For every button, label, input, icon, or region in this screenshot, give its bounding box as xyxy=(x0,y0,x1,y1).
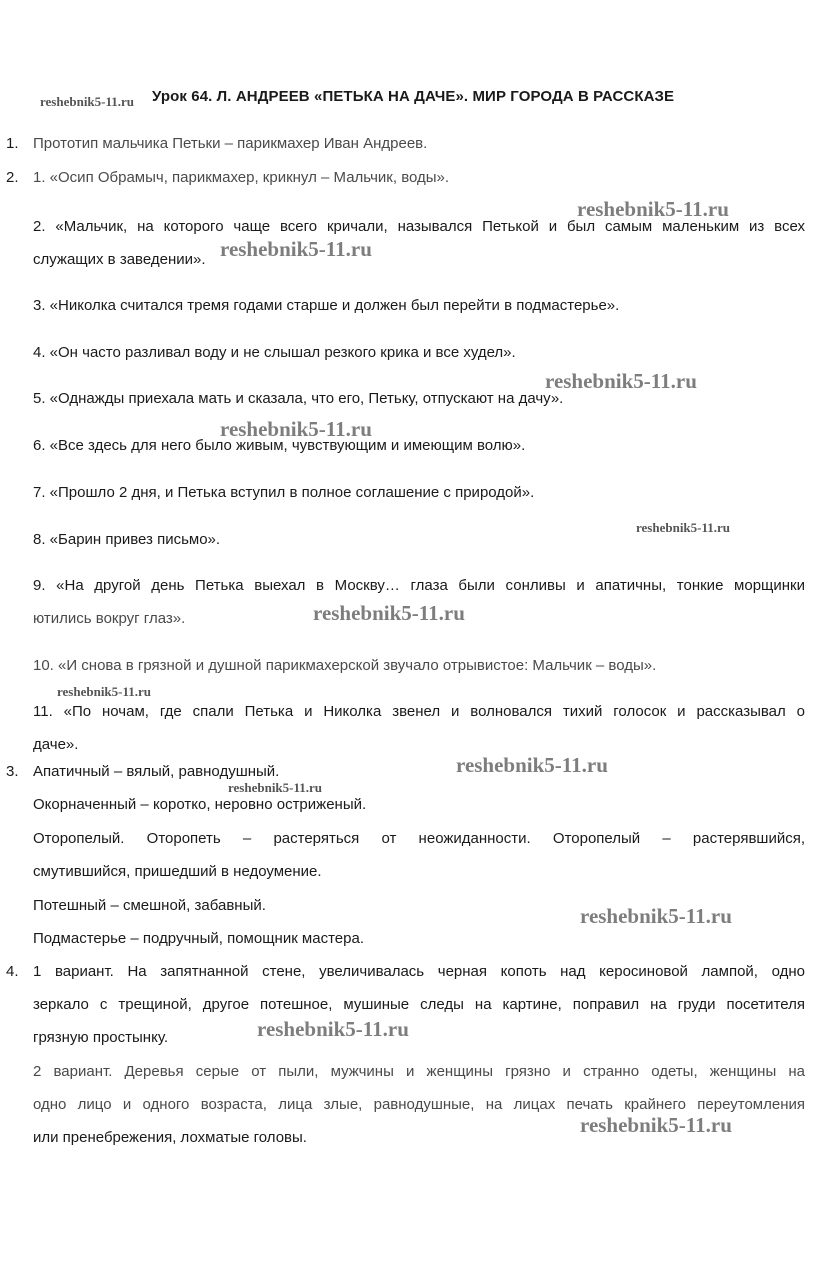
watermark: reshebnik5-11.ru xyxy=(636,520,731,535)
section-2-item-8: 8. «Барин привез письмо». xyxy=(33,531,221,548)
section-2-number: 2. xyxy=(6,169,19,186)
watermark: reshebnik5-11.ru xyxy=(580,904,732,928)
watermark: reshebnik5-11.ru xyxy=(580,1113,732,1137)
section-1-text: Прототип мальчика Петьки – парикмахер Иван Андреев. xyxy=(33,135,428,152)
section-2-item-9: 9. «На другой день Петька выехал в Москву… глаза были сонливы и апатичны, тонкие морщинки xyxy=(33,577,805,594)
section-4-line-4: 2 вариант. Деревья серые от пыли, мужчины и женщины грязно и странно одеты, женщины на xyxy=(33,1063,805,1080)
section-3-line-6: Подмастерье – подручный, помощник мастера. xyxy=(33,930,364,947)
watermark: reshebnik5-11.ru xyxy=(40,94,135,109)
section-2-item-4: 4. «Он часто разливал воду и не слышал резкого крика и все худел». xyxy=(33,344,516,361)
page-title: Урок 64. Л. АНДРЕЕВ «ПЕТЬКА НА ДАЧЕ». МИР ГОРОДА В РАССКАЗЕ xyxy=(152,88,675,105)
section-2-item-3: 3. «Николка считался тремя годами старше и должен был перейти в подмастерье». xyxy=(33,297,620,314)
section-4-line-2: зеркало с трещиной, другое потешное, мушиные следы на картине, поправил на груди посетителя xyxy=(33,996,805,1013)
section-2-item-5: 5. «Однажды приехала мать и сказала, что его, Петьку, отпускают на дачу». xyxy=(33,390,564,407)
section-2-item-2-cont: служащих в заведении». xyxy=(33,251,206,268)
section-2-item-7: 7. «Прошло 2 дня, и Петька вступил в полное соглашение с природой». xyxy=(33,484,535,501)
section-4-number: 4. xyxy=(6,963,19,980)
section-3-line-3: Оторопелый. Оторопеть – растеряться от неожиданности. Оторопелый – растерявшийся, xyxy=(33,830,805,847)
section-1-number: 1. xyxy=(6,135,19,152)
section-3-number: 3. xyxy=(6,763,19,780)
watermark: reshebnik5-11.ru xyxy=(228,780,323,795)
watermark: reshebnik5-11.ru xyxy=(577,197,729,221)
watermark: reshebnik5-11.ru xyxy=(57,684,152,699)
section-3-line-1: Апатичный – вялый, равнодушный. xyxy=(33,763,280,780)
section-4-line-3: грязную простынку. xyxy=(33,1029,168,1046)
section-2-item-2: 2. «Мальчик, на которого чаще всего кричали, назывался Петькой и был самым маленьким из всех xyxy=(33,218,805,235)
section-3-line-2: Окорначенный – коротко, неровно остриженый. xyxy=(33,796,367,813)
section-2-item-9-cont: ютились вокруг глаз». xyxy=(33,610,186,627)
section-3-line-4: смутившийся, пришедший в недоумение. xyxy=(33,863,322,880)
watermark: reshebnik5-11.ru xyxy=(456,753,608,777)
watermark: reshebnik5-11.ru xyxy=(220,237,372,261)
section-2-item-11-cont: даче». xyxy=(33,736,79,753)
watermark: reshebnik5-11.ru xyxy=(313,601,465,625)
section-3-line-5: Потешный – смешной, забавный. xyxy=(33,897,266,914)
section-4-line-6: или пренебрежения, лохматые головы. xyxy=(33,1129,307,1146)
section-4-line-1: 1 вариант. На запятнанной стене, увеличивалась черная копоть над керосиновой лампой, одно xyxy=(33,963,805,980)
watermark: reshebnik5-11.ru xyxy=(257,1017,409,1041)
watermark: reshebnik5-11.ru xyxy=(545,369,697,393)
section-4-line-5: одно лицо и одного возраста, лица злые, равнодушные, на лицах печать крайнего переутомления xyxy=(33,1096,805,1113)
section-2-item-10: 10. «И снова в грязной и душной парикмахерской звучало отрывистое: Мальчик – воды». xyxy=(33,657,657,674)
section-2-item-11: 11. «По ночам, где спали Петька и Николка звенел и волновался тихий голосок и рассказывал о xyxy=(33,703,805,720)
section-2-item-1: 1. «Осип Обрамыч, парикмахер, крикнул – Мальчик, воды». xyxy=(33,169,450,186)
section-2-item-6: 6. «Все здесь для него было живым, чувствующим и имеющим волю». xyxy=(33,437,526,454)
watermark: reshebnik5-11.ru xyxy=(220,417,372,441)
